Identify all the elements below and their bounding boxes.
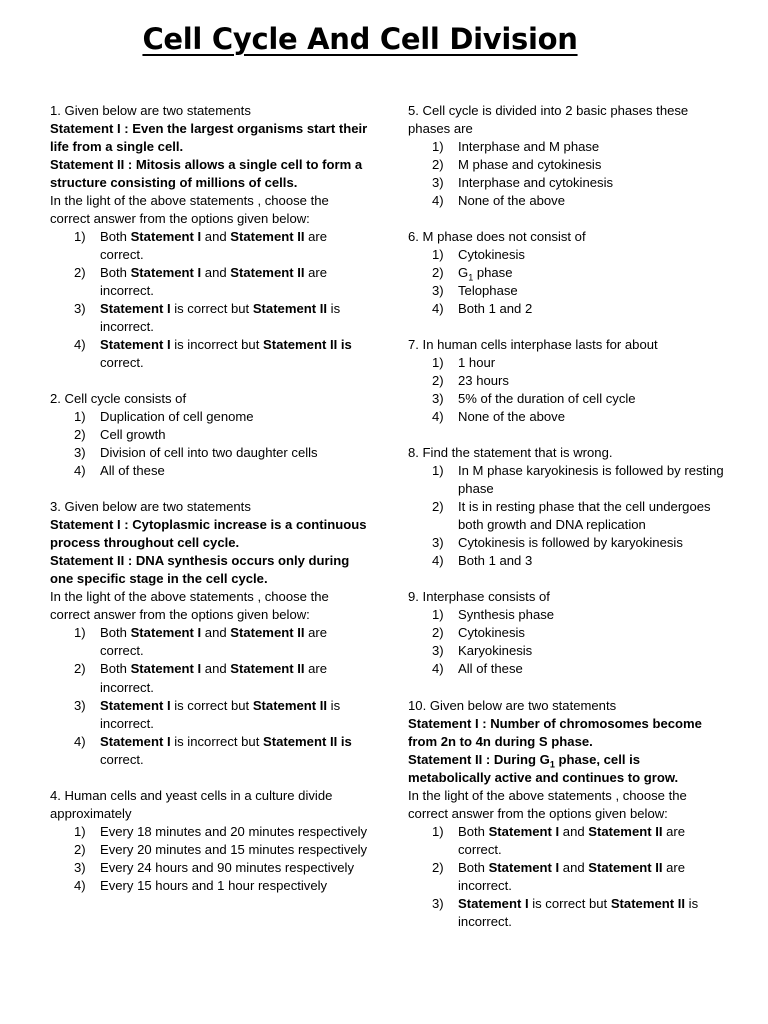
option-text: and	[559, 859, 589, 875]
option-number: 2)	[74, 427, 86, 443]
option	[408, 138, 726, 156]
option-text: Cytokinesis	[458, 625, 525, 641]
option-text: 5% of the duration of cell cycle	[458, 391, 636, 407]
options-list	[408, 354, 726, 426]
option	[408, 534, 726, 552]
instruction: In the light of the above statements , choose the correct answer from the options given below:	[50, 193, 329, 227]
option-text: Both	[100, 229, 131, 245]
option-number: 4)	[74, 463, 86, 479]
option	[50, 660, 368, 696]
option-number: 2)	[432, 373, 444, 389]
option-text: It is in resting phase that the cell undergoes both growth and DNA replication	[458, 499, 711, 533]
option-text: In M phase karyokinesis is followed by resting phase	[458, 463, 724, 497]
option-bold-text: Statement II	[230, 661, 305, 677]
option-number: 1)	[74, 229, 86, 245]
option	[50, 444, 368, 462]
option-number: 3)	[432, 391, 444, 407]
option-bold-text: Statement II	[230, 625, 305, 641]
option-number: 4)	[74, 877, 86, 893]
option	[50, 336, 368, 372]
option-text: All of these	[458, 661, 523, 677]
option-bold-text: Statement II is	[263, 733, 352, 749]
options-list	[408, 606, 726, 678]
option-bold-text: Statement II	[588, 859, 663, 875]
option-text: Synthesis phase	[458, 607, 555, 623]
option-bold-text: Statement II	[610, 895, 686, 911]
question-stem: 5. Cell cycle is divided into 2 basic phases these phases are	[408, 103, 689, 137]
option-text: Cytokinesis is followed by karyokinesis	[458, 535, 683, 551]
option-text: correct.	[100, 751, 144, 767]
option-bold-text: Statement II	[252, 697, 328, 713]
option	[50, 228, 368, 264]
option	[408, 372, 726, 390]
option-text: correct.	[100, 355, 144, 371]
option-text: Both	[100, 625, 131, 641]
option-text: Both 1 and 2	[458, 301, 533, 317]
option	[408, 390, 726, 408]
option	[408, 192, 726, 210]
option-number: 2)	[432, 625, 444, 641]
statement-1: Statement I : Cytoplasmic increase is a continuous process throughout cell cycle.	[50, 517, 367, 551]
option-number: 1)	[432, 607, 444, 623]
option-text: is correct but	[528, 895, 611, 911]
options-list	[408, 823, 726, 931]
option-text: are correct.	[100, 625, 328, 659]
option-text: Both	[458, 859, 489, 875]
option-text: Cell growth	[100, 427, 166, 443]
option-text: Every 18 minutes and 20 minutes respectively	[100, 823, 368, 839]
option-bold-text: Statement II	[252, 301, 328, 317]
option-number: 4)	[74, 337, 86, 353]
option-number: 1)	[432, 139, 444, 155]
option	[408, 498, 726, 534]
option-number: 2)	[432, 157, 444, 173]
option	[408, 859, 726, 895]
option-bold-text: Statement I	[458, 895, 529, 911]
option-number: 1)	[432, 463, 444, 479]
option-text: and	[201, 625, 231, 641]
question-stem: 9. Interphase consists of	[408, 589, 550, 605]
option-text: Cytokinesis	[458, 247, 525, 263]
option	[408, 300, 726, 318]
option-text: is incorrect but	[170, 733, 263, 749]
statement-2: Statement II : Mitosis allows a single cell to form a structure consisting of millions of cells.	[50, 157, 363, 191]
option	[408, 408, 726, 426]
question-7	[408, 336, 726, 426]
option	[50, 877, 368, 895]
option-number: 3)	[432, 895, 444, 911]
option-text: Both 1 and 3	[458, 553, 533, 569]
statement-text: Statement II : During G	[408, 751, 550, 767]
question-6	[408, 228, 726, 318]
option-number: 3)	[74, 301, 86, 317]
option-number: 2)	[432, 265, 444, 281]
option	[408, 606, 726, 624]
option-number: 2)	[432, 859, 444, 875]
option-text: are incorrect.	[100, 661, 328, 695]
option-number: 1)	[432, 355, 444, 371]
question-5	[408, 102, 726, 210]
option-text: are correct.	[458, 823, 686, 857]
option	[408, 624, 726, 642]
option-bold-text: Statement II	[230, 229, 305, 245]
option-number: 4)	[432, 301, 444, 317]
option	[408, 895, 726, 931]
option-text: is correct but	[170, 697, 253, 713]
option-text: Division of cell into two daughter cells	[100, 445, 318, 461]
option-text: and	[201, 265, 231, 281]
option	[50, 823, 368, 841]
question-3	[50, 498, 368, 768]
option-bold-text: Statement I	[488, 859, 560, 875]
question-8	[408, 444, 726, 570]
options-list	[50, 823, 368, 895]
option-number: 2)	[432, 499, 444, 515]
question-2	[50, 390, 368, 480]
option-number: 1)	[432, 823, 444, 839]
option-text: are correct.	[100, 229, 328, 263]
instruction: In the light of the above statements , choose the correct answer from the options given below:	[50, 589, 329, 623]
option-text: 23 hours	[458, 373, 509, 389]
question-stem: 1. Given below are two statements	[50, 103, 251, 118]
statement-1: Statement I : Even the largest organisms start their life from a single cell.	[50, 121, 368, 155]
option-bold-text: Statement I	[100, 697, 171, 713]
option-text: Karyokinesis	[458, 643, 533, 659]
option	[50, 300, 368, 336]
option-number: 3)	[432, 643, 444, 659]
option-bold-text: Statement I	[100, 337, 171, 353]
option-number: 3)	[74, 859, 86, 875]
right-column	[408, 102, 726, 949]
option-number: 2)	[74, 265, 86, 281]
option-text: Every 20 minutes and 15 minutes respectively	[100, 841, 368, 857]
option	[408, 156, 726, 174]
option-text: is incorrect.	[100, 301, 341, 335]
option	[50, 264, 368, 300]
option-bold-text: Statement I	[100, 301, 171, 317]
option-number: 3)	[432, 283, 444, 299]
option	[408, 282, 726, 300]
option-text: None of the above	[458, 193, 566, 209]
option	[408, 823, 726, 859]
option-text: and	[201, 229, 231, 245]
option-text: Both	[458, 823, 489, 839]
question-9	[408, 588, 726, 678]
option-text: are incorrect.	[100, 265, 328, 299]
question-4	[50, 787, 368, 895]
options-list	[408, 246, 726, 318]
option-number: 3)	[74, 445, 86, 461]
option-bold-text: Statement I	[130, 265, 202, 281]
option-number: 4)	[432, 409, 444, 425]
option-number: 3)	[74, 697, 86, 713]
option	[408, 642, 726, 660]
option-text: Every 15 hours and 1 hour respectively	[100, 877, 328, 893]
option	[50, 408, 368, 426]
statement-1: Statement I : Number of chromosomes become from 2n to 4n during S phase.	[408, 715, 702, 749]
option-text: and	[559, 823, 589, 839]
option-bold-text: Statement II is	[263, 337, 352, 353]
options-list	[50, 408, 368, 480]
question-stem: 3. Given below are two statements	[50, 499, 251, 515]
option-bold-text: Statement I	[100, 733, 171, 749]
option	[50, 841, 368, 859]
question-stem: 10. Given below are two statements	[408, 697, 617, 713]
question-10	[408, 697, 726, 931]
option-text: Interphase and M phase	[458, 139, 600, 155]
option-text: M phase and cytokinesis	[458, 157, 602, 173]
option-number: 1)	[432, 247, 444, 263]
option-number: 3)	[432, 535, 444, 551]
option-text: Interphase and cytokinesis	[458, 175, 614, 191]
option-text: Telophase	[458, 283, 518, 299]
question-1	[50, 102, 368, 372]
statement-2: Statement II : DNA synthesis occurs only during one specific stage in the cell cycle.	[50, 553, 350, 587]
option	[408, 462, 726, 498]
option-number: 3)	[432, 175, 444, 191]
option-number: 4)	[74, 733, 86, 749]
option-bold-text: Statement I	[130, 625, 202, 641]
option-text: phase	[473, 265, 513, 281]
option-text: is incorrect.	[100, 697, 341, 731]
option-number: 1)	[74, 625, 86, 641]
option-text: 1 hour	[458, 355, 496, 371]
question-stem: 6. M phase does not consist of	[408, 229, 586, 245]
option	[50, 733, 368, 769]
page-title: Cell Cycle And Cell Division	[142, 22, 578, 56]
option-number: 4)	[432, 553, 444, 569]
options-list	[50, 624, 368, 768]
option	[408, 552, 726, 570]
option	[408, 354, 726, 372]
statement-2	[408, 751, 726, 787]
option	[50, 859, 368, 877]
option	[50, 426, 368, 444]
option	[50, 462, 368, 480]
option	[408, 660, 726, 678]
option-text: are incorrect.	[458, 859, 686, 893]
option-number: 4)	[432, 661, 444, 677]
option-text: Both	[100, 265, 131, 281]
option-text: is incorrect but	[170, 337, 263, 353]
question-stem: 4. Human cells and yeast cells in a culture divide approximately	[50, 787, 333, 821]
option-number: 4)	[432, 193, 444, 209]
option-text: is correct but	[170, 301, 253, 317]
question-stem: 8. Find the statement that is wrong.	[408, 445, 613, 461]
left-column	[50, 102, 368, 913]
question-stem: 2. Cell cycle consists of	[50, 391, 187, 407]
option-number: 1)	[74, 823, 86, 839]
subscript: 1	[468, 272, 474, 283]
option	[408, 246, 726, 264]
option-bold-text: Statement II	[588, 823, 663, 839]
option-bold-text: Statement I	[130, 661, 202, 677]
option-number: 1)	[74, 409, 86, 425]
statement-text: phase, cell is metabolically active and continues to grow.	[408, 751, 679, 785]
option-number: 2)	[74, 661, 86, 677]
option-text: Duplication of cell genome	[100, 409, 254, 425]
option-number: 2)	[74, 841, 86, 857]
option-text: G	[458, 265, 469, 281]
option-text: Every 24 hours and 90 minutes respectively	[100, 859, 355, 875]
option	[408, 264, 726, 282]
option-text: Both	[100, 661, 131, 677]
option	[408, 174, 726, 192]
option-text: and	[201, 661, 231, 677]
options-list	[408, 138, 726, 210]
option-bold-text: Statement I	[130, 229, 202, 245]
option	[50, 624, 368, 660]
subscript: 1	[549, 759, 555, 770]
instruction: In the light of the above statements , choose the correct answer from the options given below:	[408, 787, 687, 821]
option-text: All of these	[100, 463, 165, 479]
option-bold-text: Statement II	[230, 265, 305, 281]
options-list	[50, 228, 368, 372]
question-stem: 7. In human cells interphase lasts for about	[408, 337, 658, 353]
option-bold-text: Statement I	[488, 823, 560, 839]
option	[50, 697, 368, 733]
option-text: is incorrect.	[458, 895, 699, 929]
option-text: None of the above	[458, 409, 566, 425]
options-list	[408, 462, 726, 570]
